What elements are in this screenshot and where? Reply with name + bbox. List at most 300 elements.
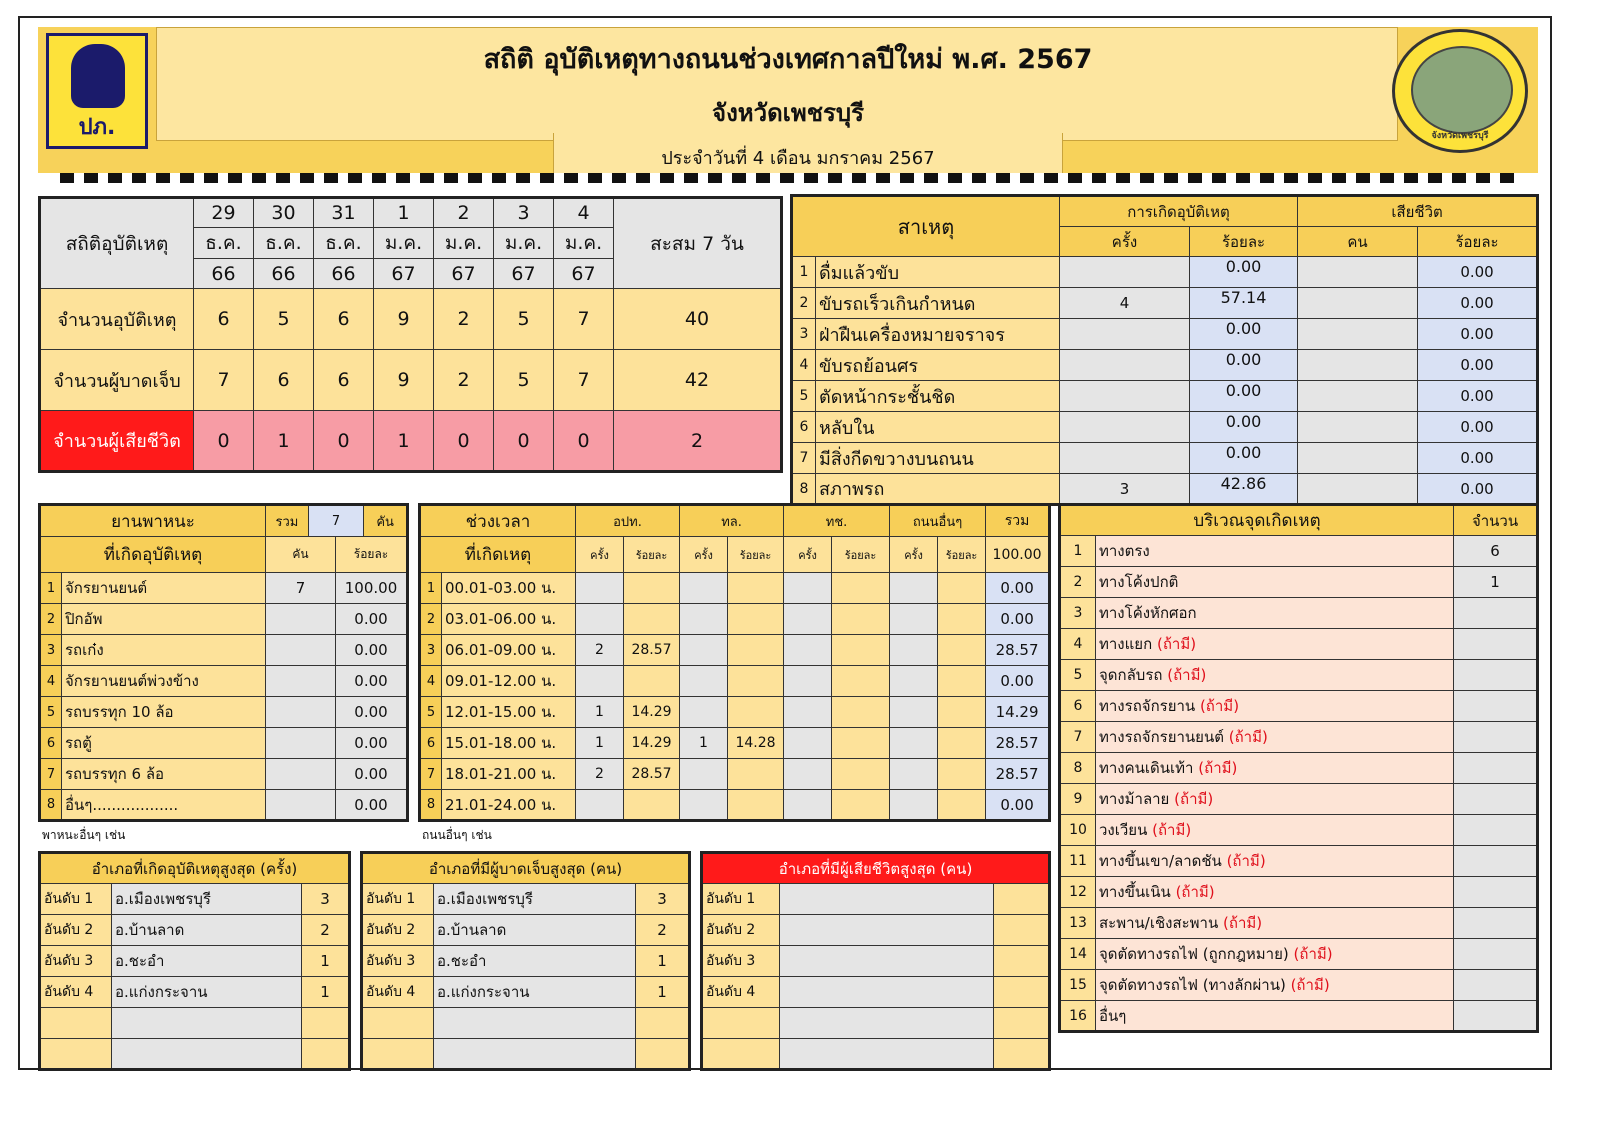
location-number: 8 [1060, 753, 1096, 784]
vehicle-count: 7 [266, 573, 336, 604]
stats-date-cell: 3 [494, 198, 554, 228]
stats-value-cell: 6 [194, 289, 254, 350]
timeslot-sum: 14.29 [986, 697, 1050, 728]
location-count [1454, 691, 1538, 722]
timeslot-cell [728, 759, 784, 790]
district-row [362, 946, 690, 977]
district-value [302, 1008, 350, 1039]
timeslots-header-row [420, 505, 1050, 537]
injury-count-row [40, 350, 782, 411]
vehicles-sum-group [266, 506, 406, 536]
stats-value-cell: 9 [374, 350, 434, 411]
location-number: 6 [1060, 691, 1096, 722]
district-value: 3 [302, 884, 350, 915]
district-value: 1 [636, 946, 690, 977]
location-label: จุดกลับรถ [1099, 666, 1163, 684]
district-rank: อันดับ 3 [702, 946, 780, 977]
location-label-cell [1096, 722, 1454, 753]
location-label: จุดตัดทางรถไฟ (ถูกกฎหมาย) [1099, 945, 1289, 963]
location-count: 6 [1454, 536, 1538, 567]
cause-deaths [1298, 319, 1418, 350]
province-seal-text: จังหวัดเพชรบุรี [1431, 131, 1489, 141]
location-row [1060, 536, 1538, 567]
locations-title: บริเวณจุดเกิดเหตุ [1060, 505, 1454, 536]
location-row [1060, 908, 1538, 939]
district-name: อ.บ้านลาด [112, 915, 302, 946]
location-row [1060, 660, 1538, 691]
location-optional-note: (ถ้ามี) [1228, 728, 1268, 746]
timeslot-cell: 1 [576, 697, 624, 728]
vehicle-number: 8 [40, 790, 62, 821]
district-value: 3 [636, 884, 690, 915]
timeslot-cell [728, 604, 784, 635]
timeslot-cell [890, 728, 938, 759]
cause-times [1060, 350, 1190, 381]
vehicle-percent: 0.00 [336, 728, 408, 759]
location-count [1454, 660, 1538, 691]
location-count [1454, 877, 1538, 908]
vehicle-label: รถบรรทุก 10 ล้อ [62, 697, 266, 728]
vehicle-number: 7 [40, 759, 62, 790]
district-row [702, 915, 1050, 946]
timeslot-row [420, 635, 1050, 666]
timeslot-cell [624, 790, 680, 821]
district-rank [702, 1039, 780, 1070]
location-label: ทางแยก [1099, 635, 1153, 653]
timeslot-number: 5 [420, 697, 442, 728]
cause-times [1060, 381, 1190, 412]
percent-header: ร้อยละ [938, 537, 986, 573]
district-name [434, 1039, 636, 1070]
timeslot-cell [832, 635, 890, 666]
location-label: วงเวียน [1099, 821, 1148, 839]
stats-date-cell: 2 [434, 198, 494, 228]
timeslot-number: 8 [420, 790, 442, 821]
cause-label: ขับรถย้อนศร [816, 350, 1060, 381]
percent-header: ร้อยละ [728, 537, 784, 573]
top-accident-districts-table [38, 851, 351, 1071]
stats-date-cell: 67 [554, 259, 614, 289]
cause-row [792, 319, 1538, 350]
location-label-cell [1096, 629, 1454, 660]
district-row [40, 884, 350, 915]
timeslot-sum: 28.57 [986, 759, 1050, 790]
stats-date-cell: 67 [374, 259, 434, 289]
district-rank: อันดับ 1 [40, 884, 112, 915]
district-name: อ.แก่งกระจาน [112, 977, 302, 1008]
timeslot-sum: 0.00 [986, 604, 1050, 635]
dpm-logo-text: ปภ. [78, 115, 116, 140]
timeslot-cell: 14.29 [624, 697, 680, 728]
cause-row [792, 443, 1538, 474]
causes-table [790, 194, 1539, 506]
stats-date-cell: 66 [194, 259, 254, 289]
hand-icon [71, 44, 125, 108]
stats-value-cell: 5 [254, 289, 314, 350]
location-count [1454, 970, 1538, 1001]
district-name [780, 1008, 994, 1039]
location-row [1060, 939, 1538, 970]
location-label-cell [1096, 691, 1454, 722]
district-row [702, 977, 1050, 1008]
cause-deaths [1298, 350, 1418, 381]
cause-percent: 0.00 [1190, 412, 1298, 443]
timeslots-subheader-row [420, 537, 1050, 573]
location-count [1454, 598, 1538, 629]
cause-percent: 0.00 [1190, 381, 1298, 412]
stats-value-cell: 0 [494, 411, 554, 472]
district-value: 1 [302, 946, 350, 977]
cause-percent: 0.00 [1190, 443, 1298, 474]
vehicle-count [266, 604, 336, 635]
district-table-title: อำเภอที่เกิดอุบัติเหตุสูงสุด (ครั้ง) [40, 853, 350, 884]
cause-label: มีสิ่งกีดขวางบนถนน [816, 443, 1060, 474]
district-rank: อันดับ 2 [702, 915, 780, 946]
location-optional-note: (ถ้ามี) [1293, 945, 1333, 963]
cause-row [792, 350, 1538, 381]
timeslot-cell [938, 604, 986, 635]
accident-count-row [40, 289, 782, 350]
district-name [112, 1039, 302, 1070]
timeslot-cell [728, 666, 784, 697]
report-date: ประจำวันที่ 4 เดือน มกราคม 2567 [661, 148, 935, 169]
location-number: 5 [1060, 660, 1096, 691]
timeslot-cell [784, 697, 832, 728]
district-header-row [362, 853, 690, 884]
timeslot-sum: 0.00 [986, 666, 1050, 697]
district-rank [362, 1039, 434, 1070]
location-number: 4 [1060, 629, 1096, 660]
stats-date-cell: ธ.ค. [314, 228, 374, 259]
stats-total-cell: 42 [614, 350, 782, 411]
timeslot-cell: 28.57 [624, 635, 680, 666]
location-label-cell [1096, 660, 1454, 691]
cause-death-percent: 0.00 [1418, 474, 1538, 505]
location-label: ทางคนเดินเท้า [1099, 759, 1194, 777]
location-number: 13 [1060, 908, 1096, 939]
timeslot-label: 00.01-03.00 น. [442, 573, 576, 604]
report-header [38, 27, 1538, 173]
vehicles-title: ยานพาหนะ [40, 505, 266, 537]
district-rank: อันดับ 1 [362, 884, 434, 915]
district-value: 1 [302, 977, 350, 1008]
cause-row [792, 257, 1538, 288]
vehicle-label: รถเก๋ง [62, 635, 266, 666]
death-percent-header: ร้อยละ [1418, 227, 1538, 257]
stats-date-row [40, 198, 782, 228]
cause-death-percent: 0.00 [1418, 319, 1538, 350]
location-count: 1 [1454, 567, 1538, 598]
cause-deaths [1298, 474, 1418, 505]
timeslot-cell [728, 697, 784, 728]
cause-label: ขับรถเร็วเกินกำหนด [816, 288, 1060, 319]
location-optional-note: (ถ้ามี) [1156, 635, 1197, 653]
locations-table [1058, 503, 1539, 1033]
timeslot-cell [680, 697, 728, 728]
stats-date-cell: 67 [494, 259, 554, 289]
timeslot-cell [728, 573, 784, 604]
stats-value-cell: 0 [554, 411, 614, 472]
cause-percent: 42.86 [1190, 474, 1298, 505]
cause-times [1060, 412, 1190, 443]
location-count [1454, 846, 1538, 877]
location-number: 1 [1060, 536, 1096, 567]
stats-value-cell: 0 [194, 411, 254, 472]
vehicle-row [40, 573, 408, 604]
district-name [780, 946, 994, 977]
location-number: 7 [1060, 722, 1096, 753]
cumulative-label: สะสม 7 วัน [614, 198, 782, 289]
location-count [1454, 939, 1538, 970]
timeslot-cell: 2 [576, 759, 624, 790]
timeslot-cell [680, 604, 728, 635]
timeslot-cell [784, 728, 832, 759]
location-label-cell [1096, 846, 1454, 877]
location-number: 12 [1060, 877, 1096, 908]
vehicle-label: รถตู้ [62, 728, 266, 759]
stats-date-cell: 4 [554, 198, 614, 228]
location-row [1060, 567, 1538, 598]
district-rank [40, 1008, 112, 1039]
vehicle-count [266, 635, 336, 666]
location-count [1454, 722, 1538, 753]
vehicle-number: 1 [40, 573, 62, 604]
vehicle-percent: 0.00 [336, 790, 408, 821]
timeslot-cell: 14.29 [624, 728, 680, 759]
percent-header: ร้อยละ [1190, 227, 1298, 257]
location-row [1060, 629, 1538, 660]
timeslot-row [420, 790, 1050, 821]
cause-percent: 57.14 [1190, 288, 1298, 319]
district-rank: อันดับ 4 [362, 977, 434, 1008]
timeslot-cell [832, 697, 890, 728]
timeslots-note: ถนนอื่นๆ เช่น [422, 828, 492, 842]
stats-date-cell: 30 [254, 198, 314, 228]
timeslot-cell [680, 759, 728, 790]
cause-number: 6 [792, 412, 816, 443]
vehicle-count-header: คัน [266, 537, 336, 573]
timeslot-cell [938, 666, 986, 697]
stats-date-cell: ม.ค. [434, 228, 494, 259]
location-optional-note: (ถ้ามี) [1290, 976, 1330, 994]
stats-date-cell: 1 [374, 198, 434, 228]
timeslot-row [420, 573, 1050, 604]
vehicle-count [266, 666, 336, 697]
district-rank: อันดับ 2 [362, 915, 434, 946]
location-label: ทางขึ้นเขา/ลาดชัน [1099, 852, 1222, 870]
vehicle-number: 4 [40, 666, 62, 697]
location-label-cell [1096, 1001, 1454, 1032]
location-optional-note: (ถ้ามี) [1198, 759, 1238, 777]
vehicle-row [40, 604, 408, 635]
vehicle-percent: 0.00 [336, 666, 408, 697]
location-count [1454, 784, 1538, 815]
timeslot-number: 2 [420, 604, 442, 635]
location-label: สะพาน/เชิงสะพาน [1099, 914, 1219, 932]
location-label-cell [1096, 753, 1454, 784]
timeslot-cell [938, 759, 986, 790]
causes-header-row [792, 196, 1538, 227]
district-row [362, 1039, 690, 1070]
stats-value-cell: 0 [314, 411, 374, 472]
timeslot-label: 18.01-21.00 น. [442, 759, 576, 790]
vehicle-label: จักรยานยนต์ [62, 573, 266, 604]
top-death-districts-table [700, 851, 1051, 1071]
district-row [40, 1039, 350, 1070]
timeslot-row [420, 604, 1050, 635]
district-value [994, 915, 1050, 946]
stats-value-cell: 2 [434, 350, 494, 411]
location-optional-note: (ถ้ามี) [1226, 852, 1266, 870]
timeslot-cell [576, 790, 624, 821]
timeslot-number: 1 [420, 573, 442, 604]
location-label-cell [1096, 598, 1454, 629]
timeslot-cell [624, 573, 680, 604]
vehicle-row [40, 635, 408, 666]
timeslot-cell: 28.57 [624, 759, 680, 790]
daily-stats-table [38, 196, 783, 473]
timeslot-cell [890, 697, 938, 728]
cause-label: ฝ่าฝืนเครื่องหมายจราจร [816, 319, 1060, 350]
location-label-cell [1096, 536, 1454, 567]
timeslot-cell [680, 573, 728, 604]
road-type-header: อปท. [576, 505, 680, 537]
timeslot-cell [938, 697, 986, 728]
cause-deaths [1298, 412, 1418, 443]
district-name: อ.ชะอำ [112, 946, 302, 977]
vehicles-table [38, 503, 409, 822]
cause-label: ตัดหน้ากระชั้นชิด [816, 381, 1060, 412]
location-row [1060, 753, 1538, 784]
dpm-logo [46, 33, 148, 149]
vehicle-row [40, 790, 408, 821]
district-row [362, 915, 690, 946]
vehicle-label: อื่นๆ.................. [62, 790, 266, 821]
cause-row [792, 412, 1538, 443]
location-row [1060, 815, 1538, 846]
timeslot-cell: 1 [680, 728, 728, 759]
stats-value-cell: 2 [434, 289, 494, 350]
cause-death-percent: 0.00 [1418, 381, 1538, 412]
timeslot-cell [784, 573, 832, 604]
timeslot-cell [576, 604, 624, 635]
district-name [780, 977, 994, 1008]
location-row [1060, 877, 1538, 908]
district-value [636, 1008, 690, 1039]
cause-percent: 0.00 [1190, 350, 1298, 381]
district-name [780, 1039, 994, 1070]
cause-number: 8 [792, 474, 816, 505]
cause-percent: 0.00 [1190, 257, 1298, 288]
district-value [994, 977, 1050, 1008]
accident-group-header: การเกิดอุบัติเหตุ [1060, 196, 1298, 227]
vehicles-note: พาหนะอื่นๆ เช่น [42, 828, 126, 842]
stats-value-cell: 5 [494, 350, 554, 411]
locations-header-row [1060, 505, 1538, 536]
district-table-title: อำเภอที่มีผู้เสียชีวิตสูงสุด (คน) [702, 853, 1050, 884]
timeslot-cell: 1 [576, 728, 624, 759]
province-seal [1392, 29, 1528, 153]
death-count-row [40, 411, 782, 472]
district-name: อ.แก่งกระจาน [434, 977, 636, 1008]
location-label: ทางรถจักรยานยนต์ [1099, 728, 1224, 746]
timeslot-cell: 2 [576, 635, 624, 666]
dashed-divider [60, 173, 1520, 183]
district-rank [362, 1008, 434, 1039]
vehicle-label: รถบรรทุก 6 ล้อ [62, 759, 266, 790]
timeslot-cell [784, 759, 832, 790]
timeslot-cell [890, 573, 938, 604]
timeslot-cell [832, 790, 890, 821]
vehicles-sum-cell [266, 505, 408, 537]
timeslot-label: 15.01-18.00 น. [442, 728, 576, 759]
cause-times [1060, 443, 1190, 474]
stats-total-cell: 40 [614, 289, 782, 350]
cause-death-percent: 0.00 [1418, 443, 1538, 474]
location-number: 14 [1060, 939, 1096, 970]
district-name [434, 1008, 636, 1039]
percent-header: ร้อยละ [832, 537, 890, 573]
cause-deaths [1298, 288, 1418, 319]
district-row [40, 915, 350, 946]
district-value [994, 1039, 1050, 1070]
location-row [1060, 691, 1538, 722]
timeslot-cell [624, 604, 680, 635]
timeslot-row [420, 666, 1050, 697]
district-name: อ.บ้านลาด [434, 915, 636, 946]
timeslot-cell [680, 666, 728, 697]
timeslot-label: 06.01-09.00 น. [442, 635, 576, 666]
location-optional-note: (ถ้ามี) [1152, 821, 1192, 839]
district-table-title: อำเภอที่มีผู้บาดเจ็บสูงสุด (คน) [362, 853, 690, 884]
timeslot-row [420, 697, 1050, 728]
stats-value-cell: 1 [254, 411, 314, 472]
district-name [780, 884, 994, 915]
stats-date-cell: 31 [314, 198, 374, 228]
stats-value-cell: 6 [314, 289, 374, 350]
timeslot-cell [832, 666, 890, 697]
stats-value-cell: 6 [254, 350, 314, 411]
death-group-header: เสียชีวิต [1298, 196, 1538, 227]
location-number: 11 [1060, 846, 1096, 877]
timeslot-cell [784, 666, 832, 697]
location-count [1454, 753, 1538, 784]
district-rank: อันดับ 3 [40, 946, 112, 977]
district-value [636, 1039, 690, 1070]
vehicle-percent-header: ร้อยละ [336, 537, 408, 573]
district-row [702, 946, 1050, 977]
cause-times: 4 [1060, 288, 1190, 319]
stats-value-cell: 9 [374, 289, 434, 350]
stats-value-cell: 0 [434, 411, 494, 472]
cause-death-percent: 0.00 [1418, 350, 1538, 381]
timeslot-cell [890, 635, 938, 666]
district-row [702, 884, 1050, 915]
cause-times [1060, 257, 1190, 288]
stats-row-label: จำนวนผู้บาดเจ็บ [40, 350, 194, 411]
location-row [1060, 1001, 1538, 1032]
cause-death-percent: 0.00 [1418, 412, 1538, 443]
location-label: ทางรถจักรยาน [1099, 697, 1196, 715]
persons-header: คน [1298, 227, 1418, 257]
stats-date-cell: 29 [194, 198, 254, 228]
timeslot-cell [680, 635, 728, 666]
timeslot-label: 12.01-15.00 น. [442, 697, 576, 728]
timeslot-sum-header: รวม [986, 505, 1050, 537]
cause-times: 3 [1060, 474, 1190, 505]
times-header: ครั้ง [784, 537, 832, 573]
top-injury-districts-table [360, 851, 691, 1071]
